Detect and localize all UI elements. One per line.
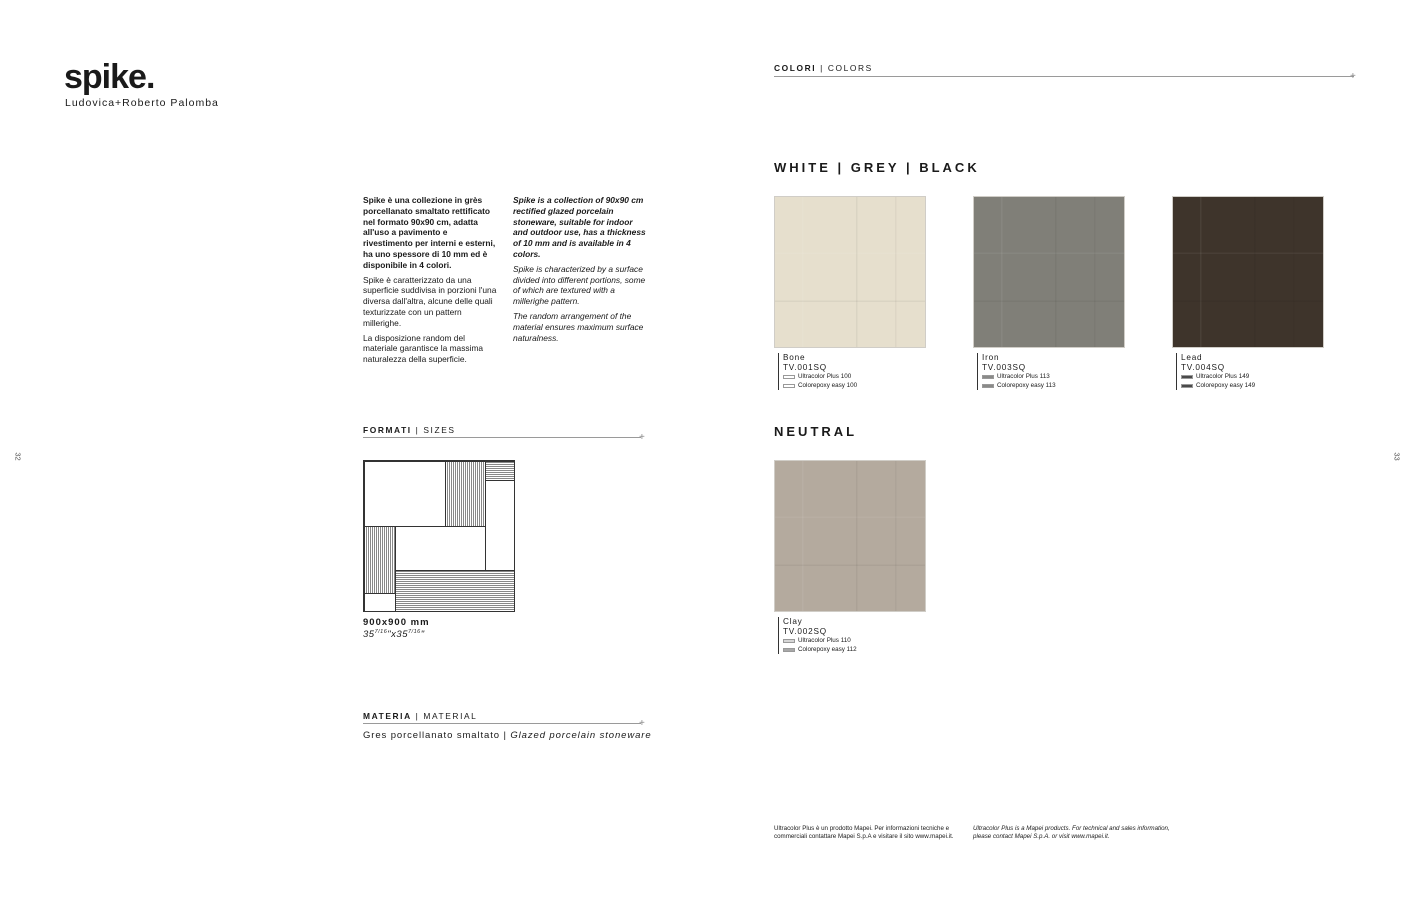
size-inch-a-fraction: 7/16 — [374, 629, 388, 635]
intro-en-paragraph-2: Spike is characterized by a surface divided into different portions, some of which are textured with a millerighe pattern. — [513, 263, 646, 307]
collection-title: spike. — [64, 58, 155, 96]
diagram-tile-striped — [485, 461, 515, 481]
grout-row — [783, 373, 935, 382]
grout-label: Ultracolor Plus 100 — [798, 373, 852, 380]
swatch-texture — [974, 197, 1124, 347]
group-title-white-grey-black: WHITE | GREY | BLACK — [774, 160, 980, 175]
diagram-tile-striped — [364, 526, 396, 594]
grout-row — [783, 646, 935, 655]
material-label-it: MATERIA — [363, 711, 412, 721]
material-plus-mark: + — [639, 718, 645, 729]
sizes-plus-mark: + — [639, 432, 645, 443]
material-rule — [363, 723, 641, 724]
diagram-tile — [364, 593, 396, 612]
tile-name: Iron — [982, 353, 1000, 362]
tile-name: Lead — [1181, 353, 1203, 362]
tile-code: TV.004SQ — [1181, 363, 1225, 372]
grout-label: Colorepoxy easy 149 — [1196, 381, 1256, 389]
grout-chip — [1181, 375, 1193, 379]
grout-row — [783, 637, 935, 646]
grout-chip — [1181, 384, 1193, 388]
colors-rule — [774, 76, 1354, 77]
designer-name: Ludovica+Roberto Palomba — [65, 97, 219, 109]
colors-separator: | — [816, 63, 828, 73]
grout-chip — [783, 648, 795, 652]
footer-note-italian: Ultracolor Plus è un prodotto Mapei. Per informazioni tecniche e commerciali contattare Mapei S.p.A e visitare il sito www.mapei.it. — [774, 825, 954, 840]
sizes-label-it: FORMATI — [363, 425, 412, 435]
colors-label-en: COLORS — [827, 63, 873, 73]
intro-english — [513, 195, 648, 347]
tile-code: TV.003SQ — [982, 363, 1026, 372]
tile-code: TV.001SQ — [783, 363, 827, 372]
size-inch-b-fraction: 7/16 — [408, 629, 421, 635]
grout-row — [1181, 373, 1333, 382]
grout-row — [783, 382, 935, 391]
swatch-texture — [775, 197, 925, 347]
tile-info-iron — [977, 353, 1134, 390]
size-inch-a: 35 — [363, 629, 375, 641]
grout-chip — [783, 384, 795, 388]
material-value — [363, 730, 652, 741]
tile-info-clay — [778, 617, 935, 654]
grout-chip — [982, 384, 994, 388]
grout-label: Colorepoxy easy 112 — [798, 645, 857, 653]
sizes-heading — [363, 425, 456, 435]
tile-info-bone — [778, 353, 935, 390]
footer-note-english: Ultracolor Plus is a Mapei products. For technical and sales information, please contact Mapei S.p.A. or visit www.mapei.it. — [973, 825, 1170, 840]
intro-it-paragraph-1: Spike è una collezione in grès porcellanato smaltato rettificato nel formato 90x90 cm, adatta all'uso a pavimento e rivestimento per interni e esterni, ha uno spessore di 10 mm ed è disponibile in 4 colori. — [363, 195, 496, 270]
diagram-tile-striped — [395, 570, 515, 612]
tile-name: Bone — [783, 353, 806, 362]
grout-label: Ultracolor Plus 113 — [997, 373, 1050, 380]
size-inch — [363, 629, 425, 640]
grout-row — [1181, 382, 1333, 391]
swatch-texture — [775, 461, 925, 611]
size-mm: 900x900 mm — [363, 617, 430, 628]
colors-heading — [774, 63, 873, 73]
tile-code: TV.002SQ — [783, 627, 827, 636]
sizes-pattern-diagram — [363, 460, 515, 612]
page-number-right: 33 — [1392, 452, 1402, 461]
grout-label: Colorepoxy easy 113 — [997, 381, 1056, 389]
sizes-rule — [363, 437, 641, 438]
grout-chip — [783, 375, 795, 379]
sizes-label-en: SIZES — [423, 425, 456, 435]
intro-italian — [363, 195, 498, 369]
grout-row — [982, 373, 1134, 382]
grout-label: Ultracolor Plus 110 — [798, 637, 851, 644]
intro-en-paragraph-1: Spike is a collection of 90x90 cm rectified glazed porcelain stoneware, suitable for indoor and outdoor use, has a thickness of 10 mm and is available in 4 colors. — [513, 195, 646, 259]
swatch-texture — [1173, 197, 1323, 347]
tile-info-lead — [1176, 353, 1333, 390]
group-title-neutral: NEUTRAL — [774, 424, 858, 439]
grout-row — [982, 382, 1134, 391]
page-number-left: 32 — [13, 452, 23, 461]
colors-label-it: COLORI — [774, 63, 817, 73]
size-inch-end: " — [420, 629, 425, 641]
intro-it-paragraph-2: Spike è caratterizzato da una superficie suddivisa in porzioni l'una diversa dall'altra, alcune delle quali texturizzate con un pattern millerighe. — [363, 274, 497, 328]
tile-name: Clay — [783, 617, 803, 626]
diagram-tile — [395, 526, 486, 571]
material-heading — [363, 711, 477, 721]
material-separator: | — [411, 711, 424, 721]
sizes-separator: | — [411, 425, 424, 435]
diagram-tile — [364, 461, 446, 527]
swatch-lead — [1172, 196, 1324, 348]
colors-plus-mark: + — [1350, 71, 1356, 82]
swatch-clay — [774, 460, 926, 612]
grout-chip — [783, 639, 795, 643]
grout-label: Colorepoxy easy 100 — [798, 381, 858, 389]
size-inch-mid: "x35 — [387, 629, 408, 641]
swatch-iron — [973, 196, 1125, 348]
material-value-it: Gres porcellanato smaltato | — [363, 730, 511, 741]
intro-en-paragraph-3: The random arrangement of the material ensures maximum surface naturalness. — [513, 310, 644, 343]
intro-it-paragraph-3: La disposizione random del materiale garantisce la massima naturalezza della superficie. — [363, 332, 484, 365]
grout-label: Ultracolor Plus 149 — [1196, 373, 1250, 380]
grout-chip — [982, 375, 994, 379]
material-label-en: MATERIAL — [423, 711, 478, 721]
swatch-bone — [774, 196, 926, 348]
material-value-en: Glazed porcelain stoneware — [510, 730, 652, 741]
diagram-tile-striped — [445, 461, 486, 527]
diagram-tile — [485, 480, 515, 571]
